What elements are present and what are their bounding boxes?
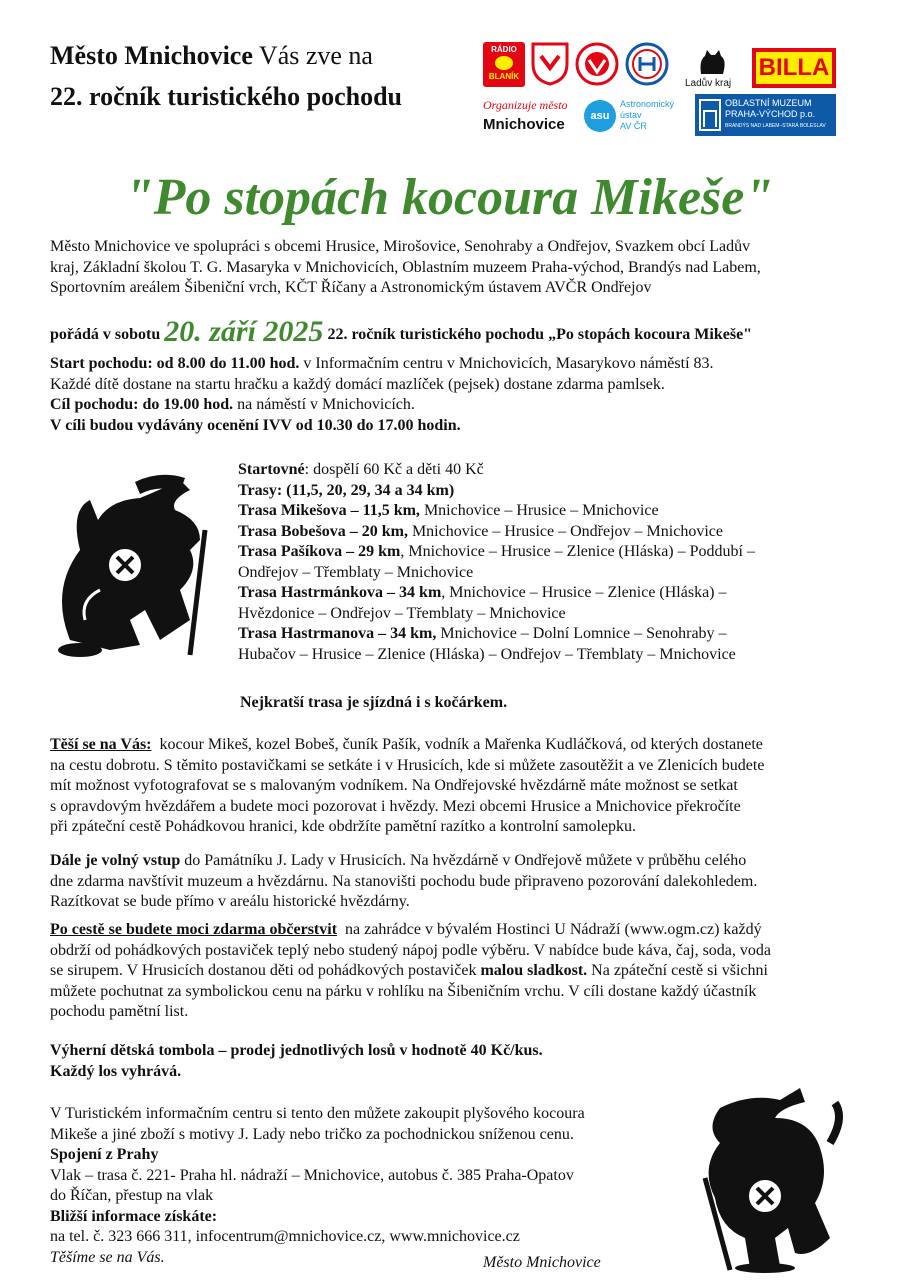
event-title: "Po stopách kocoura Mikeše"	[124, 169, 774, 226]
start-label: Start pochodu: od 8.00 do 11.00 hod.	[50, 355, 300, 372]
museum-logo: OBLASTNÍ MUZEUM PRAHA-VÝCHOD p.o. BRANDÝS NAD LABEM–STARÁ BOLESLAV	[695, 94, 836, 136]
signature: Město Mnichovice	[483, 1254, 601, 1271]
more-info-label: Bližší informace získáte:	[50, 1207, 218, 1225]
refreshments-label: Po cestě se budete moci zdarma občerstvit	[50, 921, 338, 938]
tombola-paragraph: Výherní dětská tombola – prodej jednotlivých losů v hodnotě 40 Kč/kus. Každý los vyhrává.	[50, 1042, 543, 1080]
kct-logo-icon	[575, 42, 619, 86]
header-edition: 22. ročník turistického pochodu	[50, 82, 403, 111]
closing-greeting: Těšíme se na Vás.	[50, 1248, 165, 1266]
routes-label: Trasy: (11,5, 20, 29, 34 a 34 km)	[238, 481, 455, 499]
header-invitation	[50, 40, 373, 72]
asu-logo-text: Astronomický ústav AV ČR	[620, 99, 675, 131]
organizer-label: Organizuje město	[483, 98, 568, 112]
info-section: V Turistickém informačním centru si tento den můžete zakoupit plyšového kocoura Mikeše a jiné zboží s motivy J. Lady nebo tričko za pochodnickou sníženou cenu. Spojení z Prahy Vlak – trasa č. 221- Praha hl. nádraží – Mnichovice, autobus č. 385 Praha-Opatov do Říčan, přestup na vlak Bližší informace získáte: na tel. č. 323 666 311, infocentrum@mnichovice.cz, www.mnichovice.cz Těšíme se na Vás.	[50, 1104, 670, 1268]
header-town: Město Mnichovice	[50, 41, 253, 70]
route-hastrmankova: Trasa Hastrmánkova – 34 km, Mnichovice – Hrusice – Zlenice (Hláska) –	[238, 584, 727, 601]
header-invite: Vás zve na	[258, 41, 373, 70]
refreshments-paragraph: Po cestě se budete moci zdarma občerstvit na zahrádce v bývalém Hostinci U Nádraží (www.ogm.cz) každý obdrží od pohádkových postaviček teplý nebo studený nápoj podle výběru. V nabídce bude káva, čaj, soda, voda se sirupem. V Hrusicích dostanou děti od pohádkových postaviček malou sladkost. Na zpáteční cestě si všichni můžete pochutnat za symbolickou cenu na párku v rohlíku na Šibeničním vrchu. V cíli dostane každý účastník pochodu pamětní list.	[50, 921, 771, 1020]
event-date-line: pořádá v sobotu 20. září 2025 22. ročník turistického pochodu „Po stopách kocoura Mikeše"	[50, 315, 753, 348]
event-details: Start pochodu: od 8.00 do 11.00 hod. v Informačním centru v Mnichovicích, Masarykovo náměstí 83. Každé dítě dostane na startu hračku a každý domácí mazlíček (pejsek) dostane zdarma pamlsek. Cíl pochodu: do 19.00 hod. na náměstí v Mnichovicích. V cíli budou vydávány ocenění IVV od 10.30 do 17.00 hodin.	[50, 355, 714, 434]
connection-label: Spojení z Prahy	[50, 1146, 159, 1163]
cat-mikes-walking-illustration	[680, 1088, 850, 1273]
event-date: 20. září 2025	[164, 315, 324, 348]
route-hastrmanova: Trasa Hastrmanova – 34 km, Mnichovice – Dolní Lomnice – Senohraby –	[238, 625, 727, 642]
characters-label: Těší se na Vás:	[50, 736, 152, 753]
finish-label: Cíl pochodu: do 19.00 hod.	[50, 396, 234, 413]
museum-building-icon	[699, 99, 721, 131]
free-entry-label: Dále je volný vstup	[50, 852, 181, 869]
ivv-info: V cíli budou vydávány ocenění IVV od 10.30 do 17.00 hodin.	[50, 416, 461, 434]
coat-of-arms-icon	[531, 42, 569, 86]
stroller-note: Nejkratší trasa je sjízdná i s kočárkem.	[240, 694, 508, 711]
organizer-name: Mnichovice	[483, 116, 565, 133]
asu-logo-icon: asu	[584, 100, 616, 132]
sponsor-logos	[483, 40, 838, 140]
routes-section: Startovné: dospělí 60 Kč a děti 40 Kč Trasy: (11,5, 20, 29, 34 a 34 km) Trasa Mikešova – 11,5 km, Mnichovice – Hrusice – Mnichovice Trasa Bobešova – 20 km, Mnichovice – Hrusice – Ondřejov – Mnichovice Trasa Pašíkova – 29 km, Mnichovice – Hrusice – Zlenice (Hláska) – Poddubí – Ondřejov – Třemblaty – Mnichovice Trasa Hastrmánkova – 34 km, Mnichovice – Hrusice – Zlenice (Hláska) – Hvězdonice – Ondřejov – Třemblaty – Mnichovice Trasa Hastrmanova – 34 km, Mnichovice – Dolní Lomnice – Senohraby – Hubačov – Hrusice – Zlenice (Hláska) – Ondřejov – Třemblaty – Mnichovice	[238, 460, 838, 665]
billa-logo: BILLA	[752, 48, 836, 88]
club-logo-icon	[625, 42, 669, 86]
ladjuv-kraj-logo: Ladův kraj	[685, 78, 732, 89]
characters-paragraph: Těší se na Vás: kocour Mikeš, kozel Bobeš, čuník Pašík, vodník a Mařenka Kudláčková, od kterých dostanete na cestu dobrotu. S těmito postavičkami se setkáte i v Hrusicích, kde si můžete zasoutěžit a ve Zlenicích budete mít možnost vyfotografovat se s malovaným vodníkem. Na Ondřejovské hvězdárně máte možnost se setkat s opravdovým hvězdářem a budete moci pozorovat i hvězdy. Mezi obcemi Hrusice a Mnichovice překročíte při zpáteční cestě Pohádkovou hranici, kde obdržíte pamětní razítko a kontrolní samolepku.	[50, 736, 765, 835]
route-pasikova: Trasa Pašíkova – 29 km, Mnichovice – Hrusice – Zlenice (Hláska) – Poddubí –	[238, 543, 755, 560]
radio-blanik-logo: RÁDIO BLANÍK	[483, 42, 525, 87]
cat-silhouette-icon	[697, 50, 727, 76]
cat-mikes-hiking-illustration	[50, 470, 225, 660]
entry-fee: Startovné: dospělí 60 Kč a děti 40 Kč	[238, 461, 484, 478]
contact-details: na tel. č. 323 666 311, infocentrum@mnichovice.cz, www.mnichovice.cz	[50, 1228, 520, 1245]
intro-paragraph: Město Mnichovice ve spolupráci s obcemi Hrusice, Mirošovice, Senohraby a Ondřejov, Svazkem obcí Ladův kraj, Základní školou T. G. Masaryka v Mnichovicích, Oblastním muzeem Praha-východ, Brandýs nad Labem, Sportovním areálem Šibeniční vrch, KČT Říčany a Astronomickým ústavem AVČR Ondřejov	[50, 238, 761, 296]
free-entry-paragraph: Dále je volný vstup do Památníku J. Lady v Hrusicích. Na hvězdárně v Ondřejově můžete v průběhu celého dne zdarma navštívit muzeum a hvězdárnu. Na stanovišti pochodu bude připraveno pozorování dalekohledem. Razítkovat se bude přímo v areálu historické hvězdárny.	[50, 852, 758, 910]
route-bobesova: Trasa Bobešova – 20 km, Mnichovice – Hrusice – Ondřejov – Mnichovice	[238, 522, 723, 540]
route-mikesova: Trasa Mikešova – 11,5 km, Mnichovice – Hrusice – Mnichovice	[238, 502, 659, 519]
